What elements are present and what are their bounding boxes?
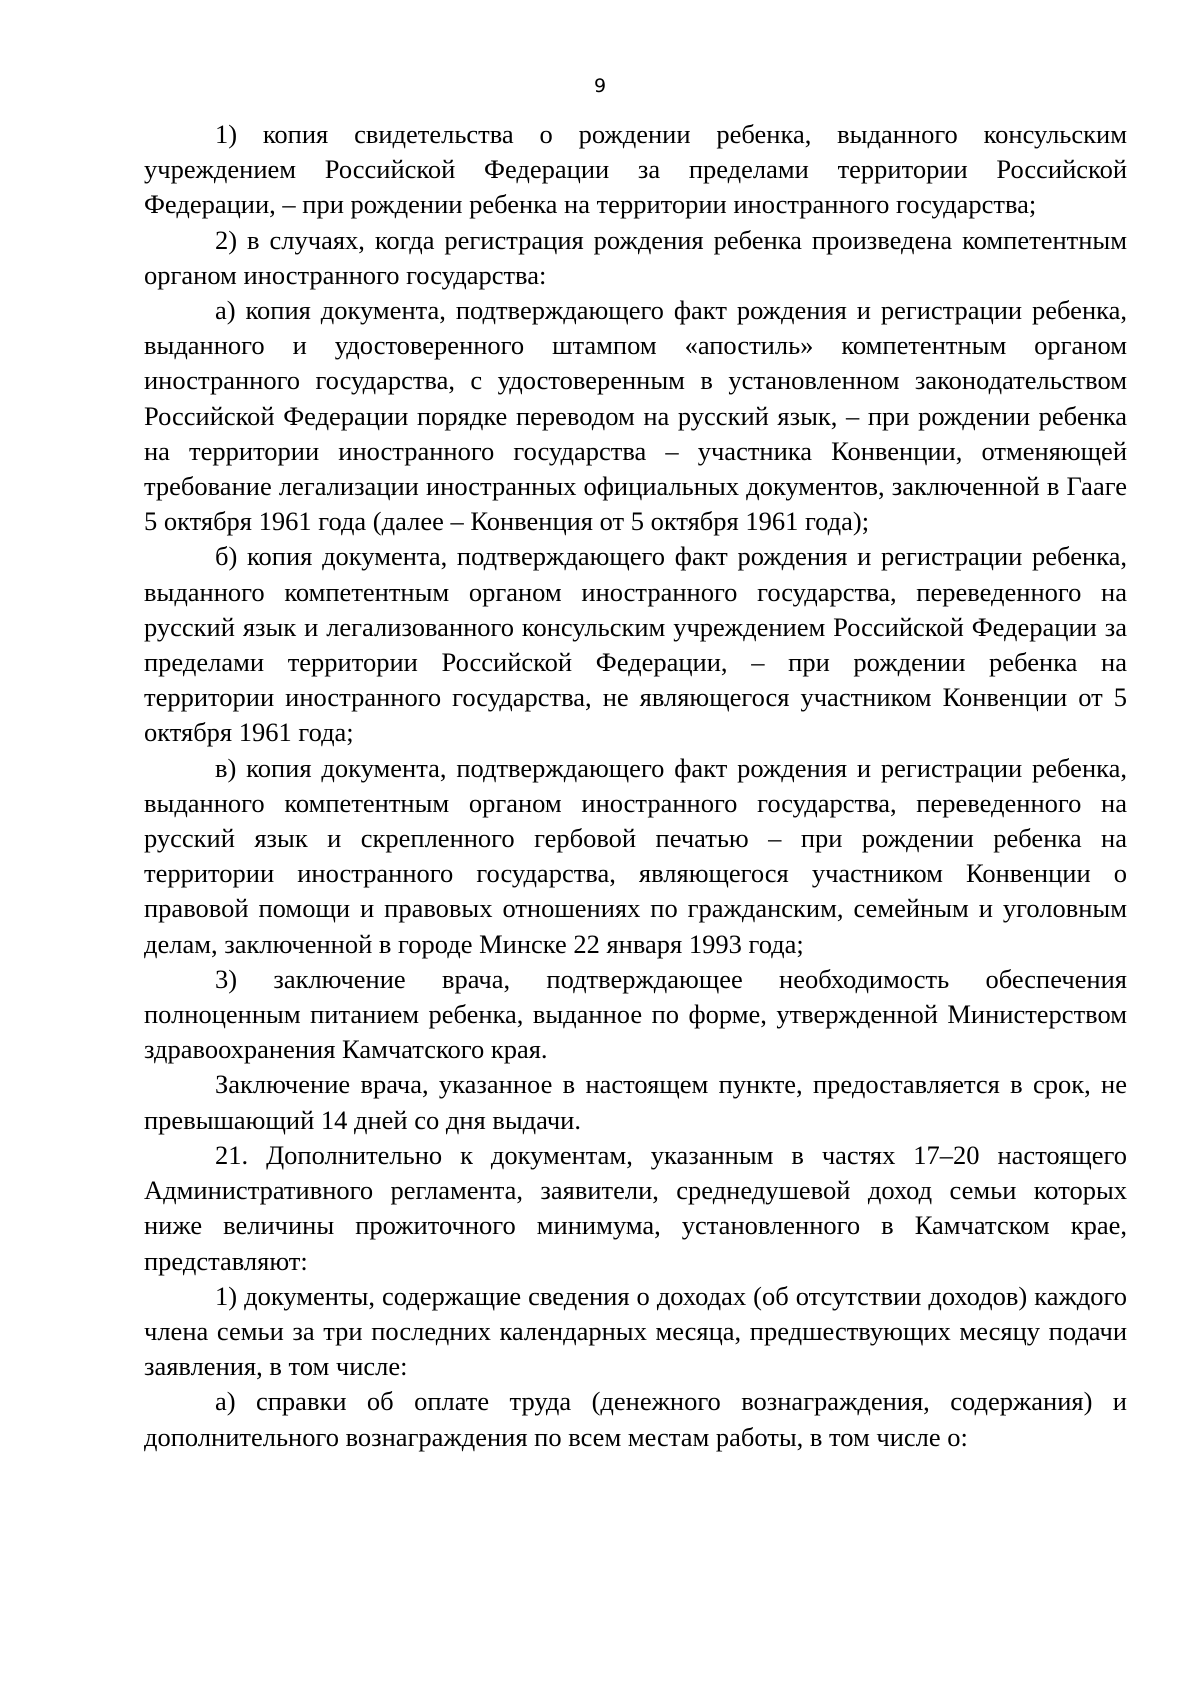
paragraph-doctor-conclusion-term: Заключение врача, указанное в настоящем пункте, предоставляется в срок, не превышающий 14 дней со дня выдачи. bbox=[144, 1069, 1127, 1135]
paragraph-2a-apostille: а) копия документа, подтверждающего факт рождения и регистрации ребенка, выданного и удостоверенного штампом «апостиль» компетентным органом иностранного государства, с удостоверенным в установленном законодательством Российской Федерации порядке переводом на русский язык, – при рождении ребенка на территории иностранного государства – участника Конвенции, отменяющей требование легализации иностранных официальных документов, заключенной в Гааге 5 октября 1961 года (далее – Конвенция от 5 октября 1961 года); bbox=[144, 295, 1127, 537]
paragraph-21-1a-salary-certificates: а) справки об оплате труда (денежного вознаграждения, содержания) и дополнительного вознаграждения по всем местам работы, в том числе о: bbox=[144, 1386, 1127, 1452]
paragraph-1-birth-certificate-consular: 1) копия свидетельства о рождении ребенка, выданного консульским учреждением Российской Федерации за пределами территории Российской Федерации, – при рождении ребенка на территории иностранного государства; bbox=[144, 119, 1127, 220]
paragraph-2-foreign-registration: 2) в случаях, когда регистрация рождения ребенка произведена компетентным органом иностранного государства: bbox=[144, 224, 1127, 290]
paragraph-21-additional-documents: 21. Дополнительно к документам, указанным в частях 17–20 настоящего Административного регламента, заявители, среднедушевой доход семьи которых ниже величины прожиточного минимума, установленного в Камчатском крае, представляют: bbox=[144, 1139, 1127, 1276]
paragraph-21-1-income-documents: 1) документы, содержащие сведения о доходах (об отсутствии доходов) каждого члена семьи за три последних календарных месяца, предшествующих месяцу подачи заявления, в том числе: bbox=[144, 1280, 1127, 1382]
paragraph-2b-consular-legalization: б) копия документа, подтверждающего факт рождения и регистрации ребенка, выданного компетентным органом иностранного государства, переведенного на русский язык и легализованного консульским учреждением Российской Федерации за пределами территории Российской Федерации, – при рождении ребенка на территории иностранного государства, не являющегося участником Конвенции от 5 октября 1961 года; bbox=[144, 541, 1127, 748]
page-number: 9 bbox=[593, 75, 607, 97]
paragraph-2c-minsk-convention: в) копия документа, подтверждающего факт рождения и регистрации ребенка, выданного компетентным органом иностранного государства, переведенного на русский язык и скрепленного гербовой печатью – при рождении ребенка на территории иностранного государства, являющегося участником Конвенции о правовой помощи и правовых отношениях по гражданским, семейным и уголовным делам, заключенной в городе Минске 22 января 1993 года; bbox=[144, 752, 1127, 959]
paragraph-3-doctor-conclusion: 3) заключение врача, подтверждающее необходимость обеспечения полноценным питанием ребенка, выданное по форме, утвержденной Министерством здравоохранения Камчатского края. bbox=[144, 963, 1127, 1065]
document-body bbox=[144, 117, 1127, 1455]
